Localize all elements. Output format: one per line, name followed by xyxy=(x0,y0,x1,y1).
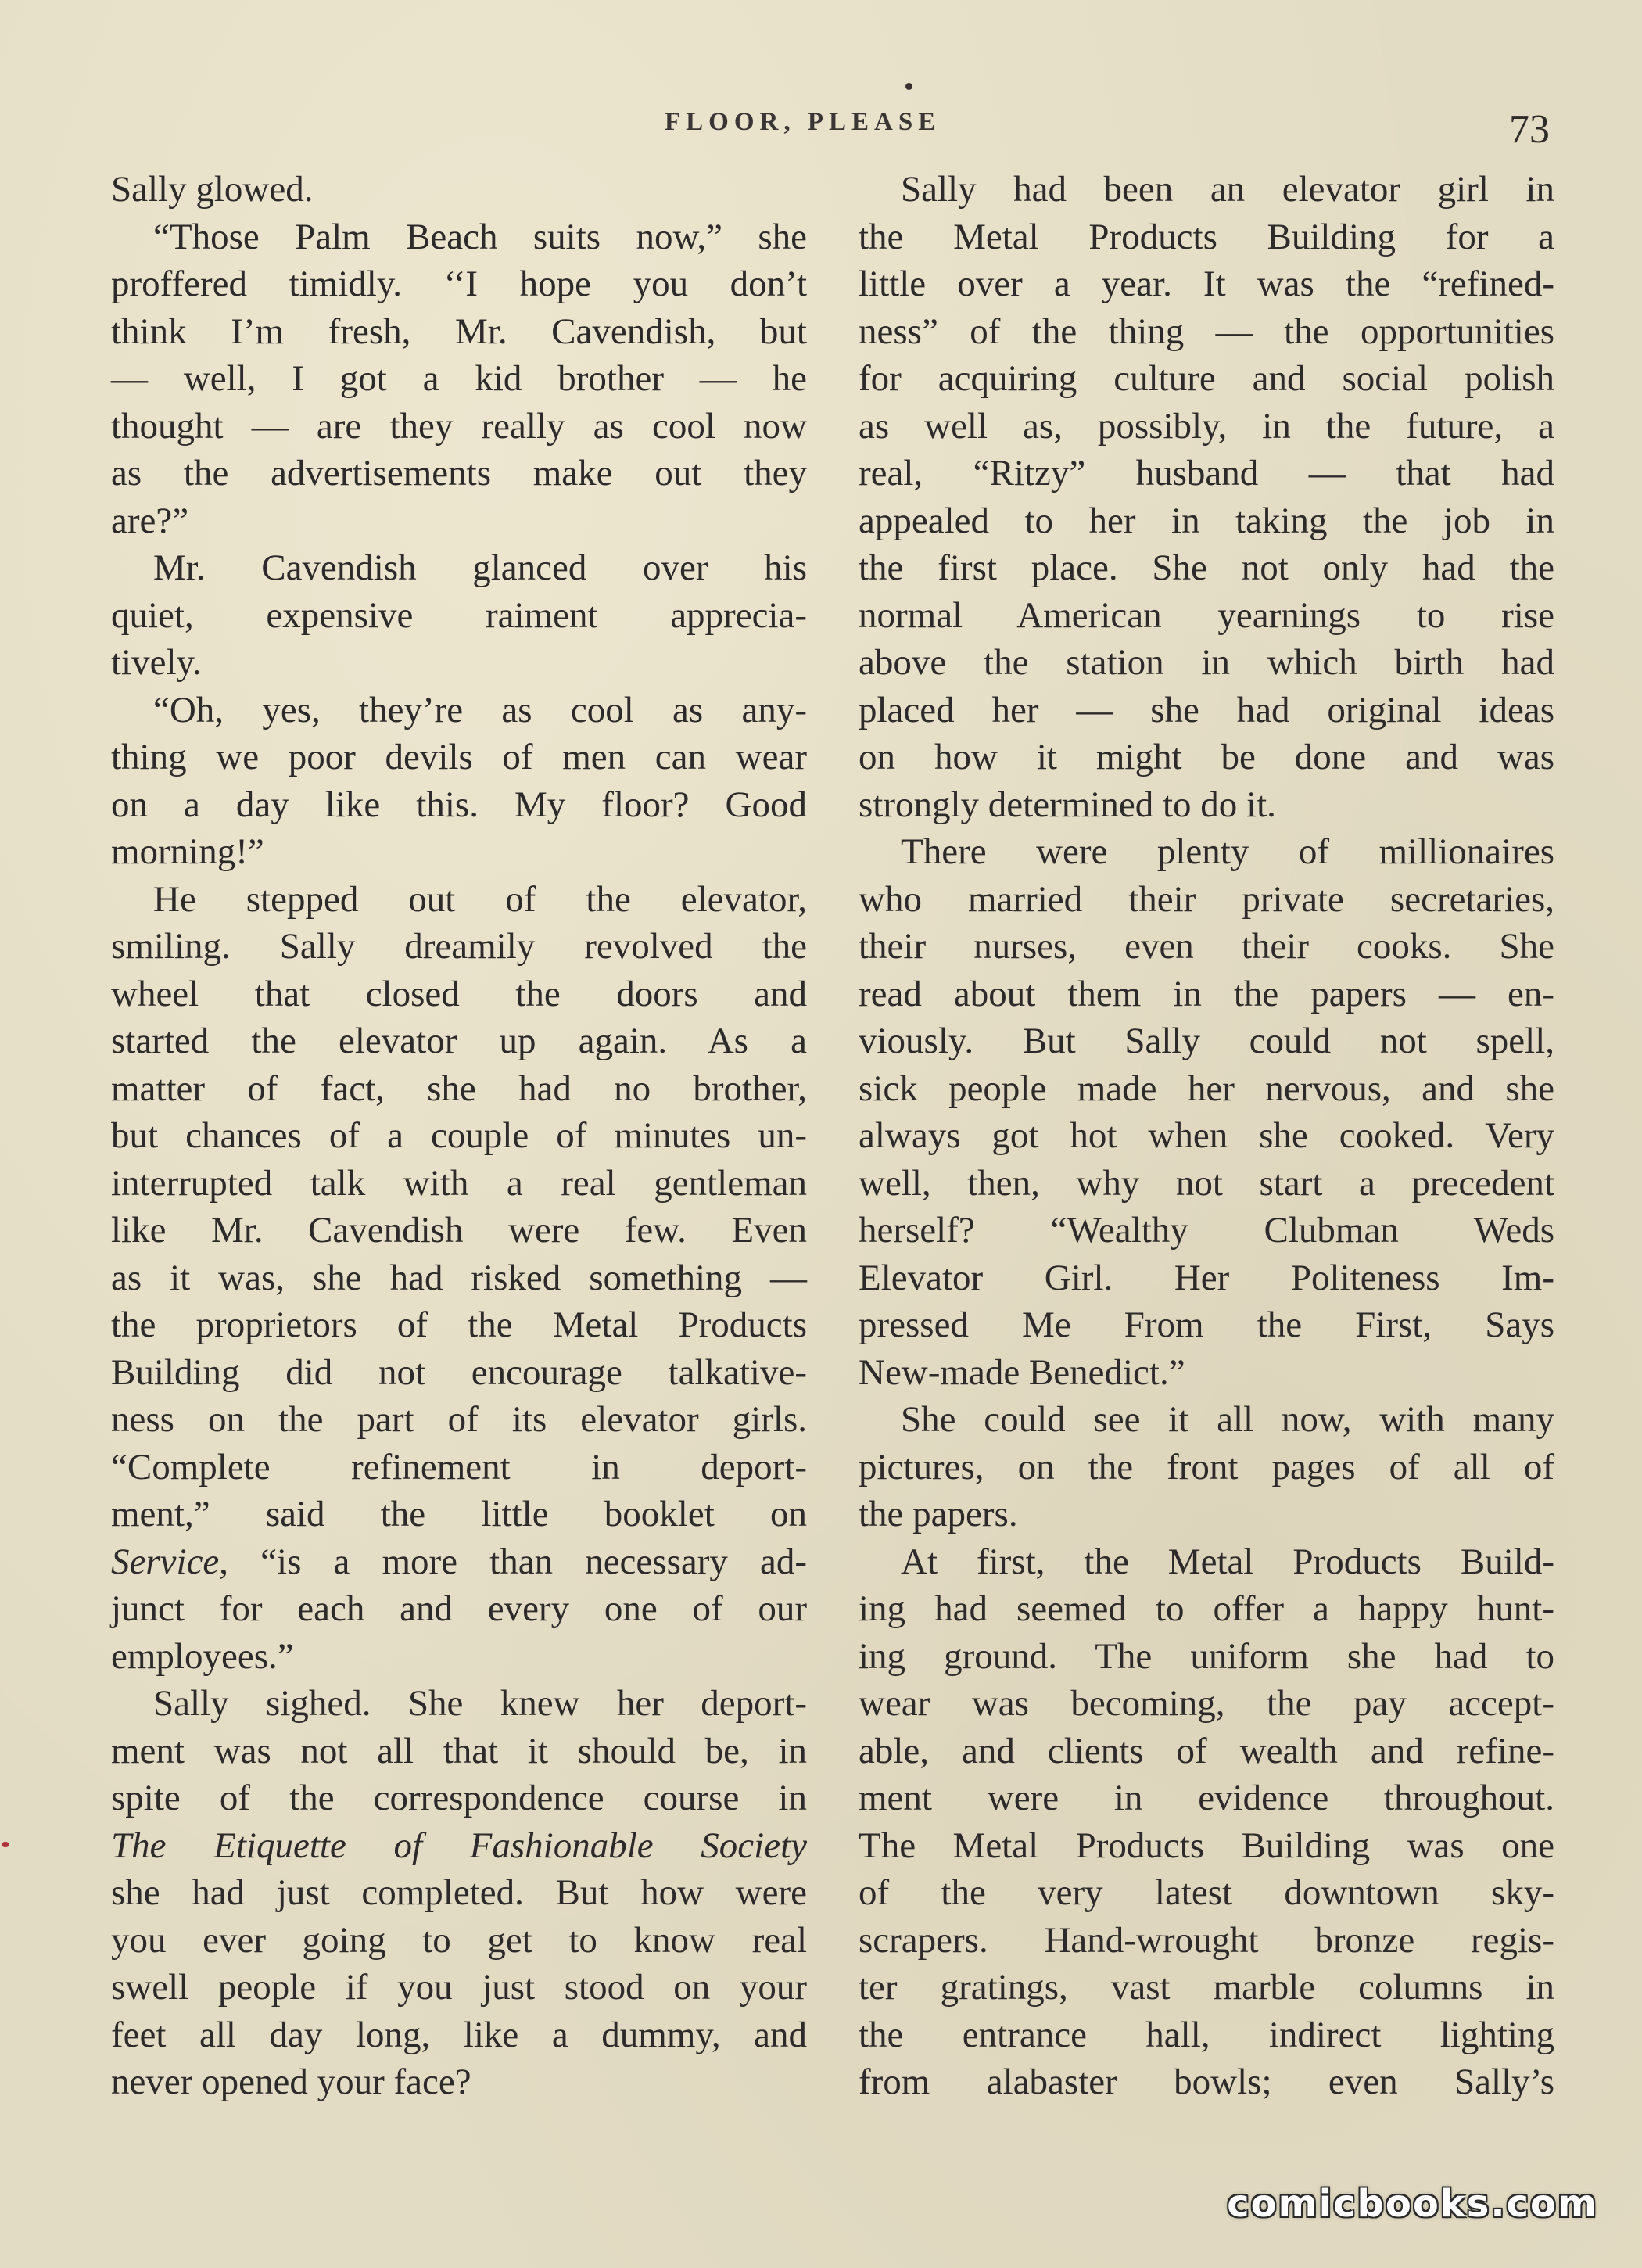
text-line: interrupted talk with a real gentleman xyxy=(111,1162,807,1204)
text-line: ment was not all that it should be, in xyxy=(111,1730,807,1771)
text-line: never opened your face? xyxy=(111,2062,471,2102)
text-line-service: Service, “is a more than necessary ad- xyxy=(111,1541,807,1582)
text-line: for acquiring culture and social polish xyxy=(859,358,1554,399)
text-line: normal American yearnings to rise xyxy=(859,594,1554,636)
text-line: thought — are they really as cool now xyxy=(111,405,807,447)
text-line: viously. But Sally could not spell, xyxy=(859,1021,1554,1061)
text-line: their nurses, even their cooks. She xyxy=(859,926,1554,967)
text-line: New-made Benedict.” xyxy=(859,1351,1185,1393)
text-line: tively. xyxy=(111,642,202,683)
text-line: junct for each and every one of our xyxy=(111,1588,807,1629)
text-line: thing we poor devils of men can wear xyxy=(111,737,807,777)
text-line: the first place. She not only had the xyxy=(859,547,1554,588)
page-number: 73 xyxy=(1509,107,1550,152)
text-line: There were plenty of millionaires xyxy=(901,831,1554,872)
text-line: feet all day long, like a dummy, and xyxy=(111,2014,807,2055)
text-line: she had just completed. But how were xyxy=(111,1872,807,1913)
text-line: “Complete refinement in deport- xyxy=(111,1446,807,1487)
text-line: above the station in which birth had xyxy=(859,642,1554,683)
text-line: wear was becoming, the pay accept- xyxy=(859,1683,1554,1724)
text-line: scrapers. Hand-wrought bronze regis- xyxy=(859,1919,1554,1961)
text-line: — well, I got a kid brother — he xyxy=(111,358,807,399)
text-line: wheel that closed the doors and xyxy=(111,973,807,1014)
text-line: The Metal Products Building was one xyxy=(859,1825,1554,1866)
text-line: the entrance hall, indirect lighting xyxy=(859,2014,1554,2055)
text-line: on a day like this. My floor? Good xyxy=(111,784,807,825)
text-line: At first, the Metal Products Build- xyxy=(901,1541,1554,1582)
text-line: you ever going to get to know real xyxy=(111,1919,807,1961)
text-line: swell people if you just stood on your xyxy=(111,1967,807,2008)
text-line: matter of fact, she had no brother, xyxy=(111,1068,807,1109)
text-line: placed her — she had original ideas xyxy=(859,689,1554,730)
text-line: employees.” xyxy=(111,1635,294,1677)
text-line: sick people made her nervous, and she xyxy=(859,1068,1554,1109)
text-line: “Oh, yes, they’re as cool as any- xyxy=(153,689,807,730)
text-line: ing had seemed to offer a happy hunt- xyxy=(859,1588,1554,1629)
running-head: FLOOR, PLEASE xyxy=(665,108,941,136)
text-line: real, “Ritzy” husband — that had xyxy=(859,453,1554,493)
text-line: ness on the part of its elevator girls. xyxy=(111,1399,807,1440)
text-line: the Metal Products Building for a xyxy=(859,216,1554,257)
text-line: as well as, possibly, in the future, a xyxy=(859,405,1554,447)
text-line: able, and clients of wealth and refine- xyxy=(859,1730,1554,1771)
text-line: strongly determined to do it. xyxy=(859,784,1276,825)
text-line: morning!” xyxy=(111,831,264,872)
text-line: pictures, on the front pages of all of xyxy=(859,1446,1554,1487)
text-line: quiet, expensive raiment apprecia- xyxy=(111,594,807,636)
watermark-logo: comicbooks.com xyxy=(1227,2182,1598,2226)
text-line: the proprietors of the Metal Products xyxy=(111,1304,807,1345)
text-line: little over a year. It was the “refined- xyxy=(859,264,1554,304)
text-line: She could see it all now, with many xyxy=(901,1399,1554,1440)
text-line: He stepped out of the elevator, xyxy=(153,878,807,920)
text-line: on how it might be done and was xyxy=(859,737,1554,777)
text-line: Sally glowed. xyxy=(111,169,314,210)
text-line: Building did not encourage talkative- xyxy=(111,1351,807,1393)
ink-speck xyxy=(2,1842,9,1847)
text-line: pressed Me From the First, Says xyxy=(859,1304,1554,1345)
text-line: read about them in the papers — en- xyxy=(859,973,1554,1014)
text-line: appealed to her in taking the job in xyxy=(859,500,1554,541)
text-line: the papers. xyxy=(859,1494,1018,1534)
text-line: are?” xyxy=(111,500,189,541)
text-line: always got hot when she cooked. Very xyxy=(859,1115,1554,1156)
text-line: ter gratings, vast marble columns in xyxy=(859,1967,1554,2008)
text-line: ment,” said the little booklet on xyxy=(111,1494,807,1534)
text-line: who married their private secretaries, xyxy=(859,878,1554,920)
text-line: Mr. Cavendish glanced over his xyxy=(153,547,807,588)
text-line: but chances of a couple of minutes un- xyxy=(111,1115,807,1156)
text-line: from alabaster bowls; even Sally’s xyxy=(859,2062,1554,2102)
text-line: ment were in evidence throughout. xyxy=(859,1778,1554,1818)
text-line: “Those Palm Beach suits now,” she xyxy=(153,216,807,257)
right-column xyxy=(859,166,1554,2106)
ink-speck xyxy=(905,83,912,90)
left-column xyxy=(111,166,807,2106)
text-line: as it was, she had risked something — xyxy=(111,1257,807,1298)
text-line: like Mr. Cavendish were few. Even xyxy=(111,1210,807,1251)
text-line: ing ground. The uniform she had to xyxy=(859,1635,1554,1677)
text-line: well, then, why not start a precedent xyxy=(859,1162,1554,1204)
book-title-line: The Etiquette of Fashionable Society xyxy=(111,1825,807,1866)
text-line: Elevator Girl. Her Politeness Im- xyxy=(859,1257,1554,1298)
text-line: spite of the correspondence course in xyxy=(111,1778,807,1818)
text-line: of the very latest downtown sky- xyxy=(859,1872,1554,1913)
text-line: think I’m fresh, Mr. Cavendish, but xyxy=(111,310,807,352)
text-line: proffered timidly. ‘‘I hope you don’t xyxy=(111,264,807,304)
text-line: as the advertisements make out they xyxy=(111,453,807,493)
text-line: Sally sighed. She knew her deport- xyxy=(153,1683,807,1724)
text-line: smiling. Sally dreamily revolved the xyxy=(111,926,807,967)
text-line: Sally had been an elevator girl in xyxy=(901,169,1554,210)
text-line: herself? “Wealthy Clubman Weds xyxy=(859,1210,1554,1251)
text-line: started the elevator up again. As a xyxy=(111,1021,807,1061)
text-line: ness” of the thing — the opportunities xyxy=(859,310,1554,352)
